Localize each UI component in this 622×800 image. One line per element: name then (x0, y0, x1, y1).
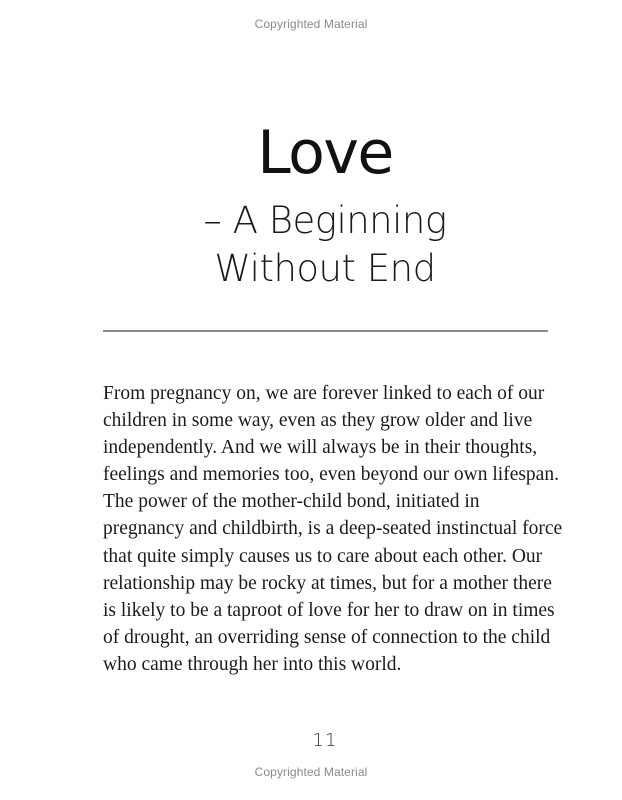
copyright-watermark-top: Copyrighted Material (254, 17, 368, 31)
copyright-watermark-bottom: Copyrighted Material (254, 765, 368, 779)
body-paragraph: From pregnancy on, we are forever linked to each of our children in some way, even as they grow older and live independently. And we will always be in their thoughts, feelings and memories too, even beyond our own lifespan. The power of the mother-child bond, initiated in pregnancy and childbirth, is a deep-seated instinctual force that quite simply causes us to care about each other. Our relationship may be rocky at times, but for a mother there is likely to be a taproot of love for her to draw on in times of drought, an overriding sense of connection to the child who came through her into this world. (103, 383, 563, 675)
chapter-subtitle-line-2: Without End (214, 247, 436, 290)
chapter-title: Love (257, 118, 393, 188)
horizontal-rule (103, 330, 548, 332)
chapter-subtitle-line-1: – A Beginning (203, 199, 447, 242)
page-number: 11 (312, 730, 338, 751)
chapter-subtitle (0, 197, 622, 293)
